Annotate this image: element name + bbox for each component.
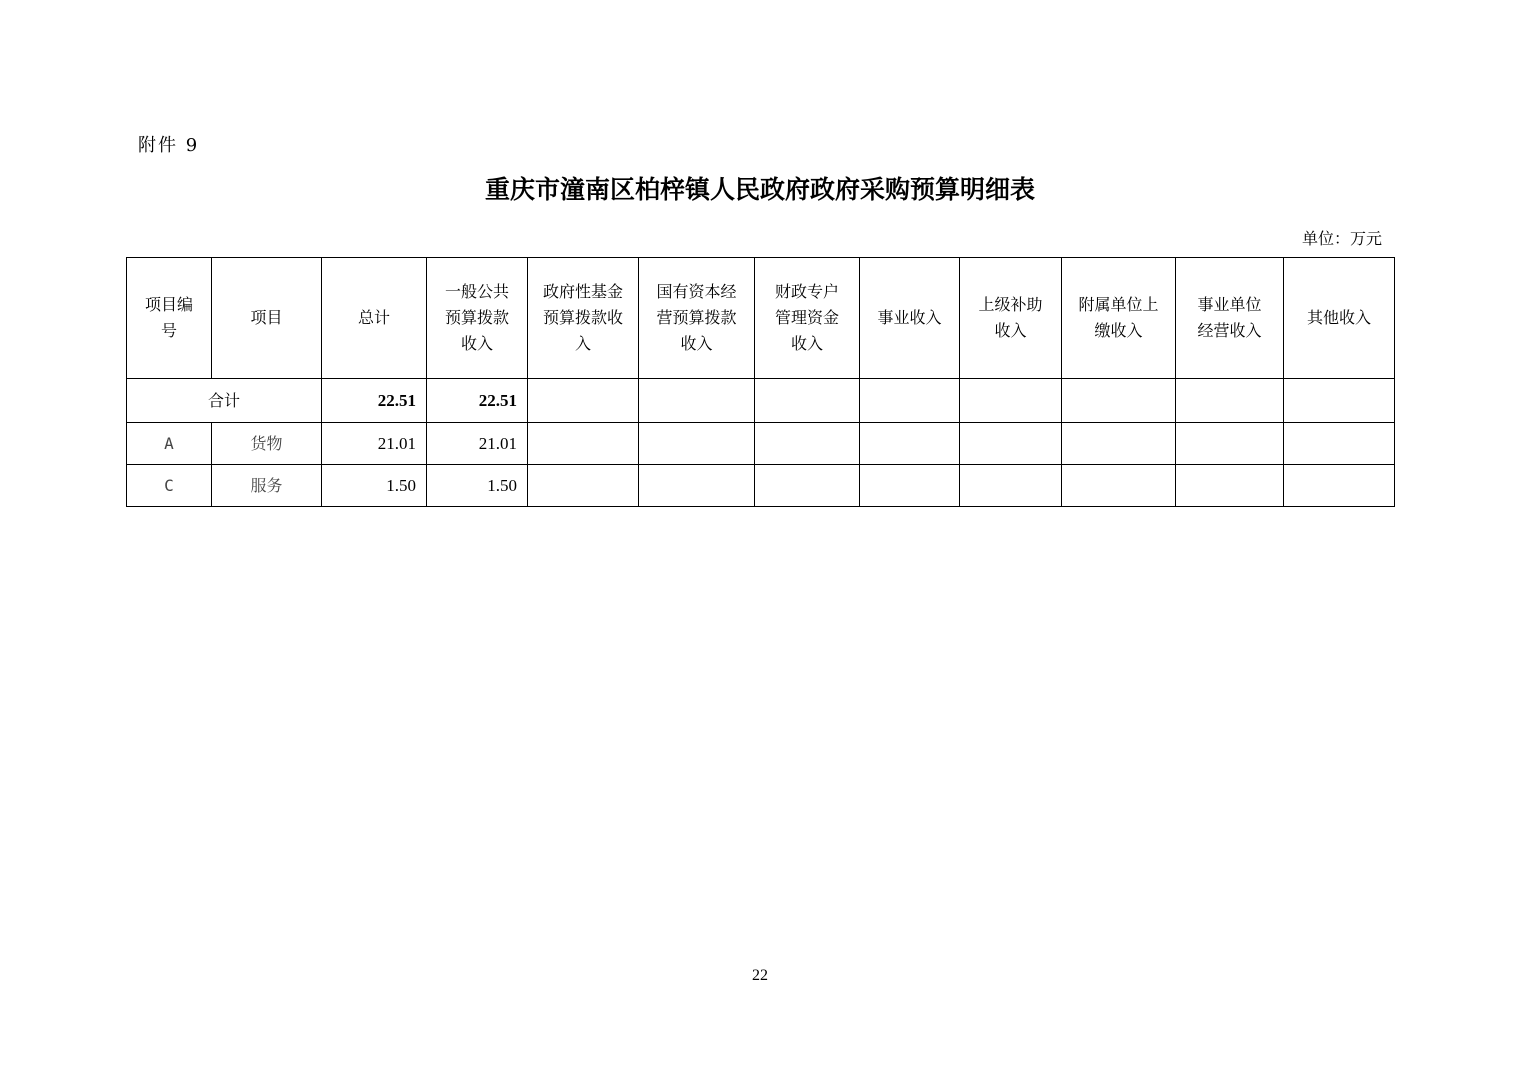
attachment-label: 附件 9: [138, 135, 200, 156]
header-project-code: 项目编号: [127, 258, 212, 379]
row-cell-empty: [1062, 423, 1176, 465]
header-general-budget: 一般公共预算拨款收入: [427, 258, 528, 379]
row-cell-empty: [960, 465, 1062, 507]
table-header-row: [127, 258, 1395, 379]
row-code: C: [127, 465, 212, 507]
total-cell-empty: [1062, 379, 1176, 423]
total-cell-empty: [639, 379, 755, 423]
row-cell-empty: [528, 465, 639, 507]
row-cell-empty: [1176, 423, 1284, 465]
header-state-capital: 国有资本经营预算拨款收入: [639, 258, 755, 379]
total-cell-empty: [860, 379, 960, 423]
row-cell-empty: [1062, 465, 1176, 507]
row-cell-empty: [755, 423, 860, 465]
row-cell-empty: [960, 423, 1062, 465]
header-business-operation: 事业单位经营收入: [1176, 258, 1284, 379]
row-general-budget: 21.01: [427, 423, 528, 465]
document-title: 重庆市潼南区柏梓镇人民政府政府采购预算明细表: [484, 175, 1035, 204]
header-special-account: 财政专户管理资金收入: [755, 258, 860, 379]
header-total: 总计: [322, 258, 427, 379]
header-other-income: 其他收入: [1284, 258, 1395, 379]
total-cell-empty: [1176, 379, 1284, 423]
total-total: 22.51: [322, 379, 427, 423]
header-business-income: 事业收入: [860, 258, 960, 379]
total-cell-empty: [528, 379, 639, 423]
unit-label: 单位：万元: [1301, 229, 1382, 248]
row-cell-empty: [860, 465, 960, 507]
row-code: A: [127, 423, 212, 465]
table-row: [127, 465, 1395, 507]
row-cell-empty: [639, 465, 755, 507]
header-superior-subsidy: 上级补助收入: [960, 258, 1062, 379]
row-cell-empty: [639, 423, 755, 465]
row-cell-empty: [860, 423, 960, 465]
table-row: [127, 423, 1395, 465]
row-name: 货物: [212, 423, 322, 465]
row-total: 1.50: [322, 465, 427, 507]
table-total-row: [127, 379, 1395, 423]
header-project: 项目: [212, 258, 322, 379]
row-name: 服务: [212, 465, 322, 507]
header-government-fund: 政府性基金预算拨款收入: [528, 258, 639, 379]
total-general-budget: 22.51: [427, 379, 528, 423]
row-total: 21.01: [322, 423, 427, 465]
total-cell-empty: [1284, 379, 1395, 423]
row-cell-empty: [1284, 423, 1395, 465]
header-affiliated-units: 附属单位上缴收入: [1062, 258, 1176, 379]
row-cell-empty: [528, 423, 639, 465]
page-number: 22: [752, 967, 768, 984]
total-label: 合计: [127, 379, 322, 423]
row-cell-empty: [1284, 465, 1395, 507]
row-cell-empty: [755, 465, 860, 507]
row-general-budget: 1.50: [427, 465, 528, 507]
row-cell-empty: [1176, 465, 1284, 507]
procurement-budget-table: [126, 257, 1395, 507]
total-cell-empty: [755, 379, 860, 423]
total-cell-empty: [960, 379, 1062, 423]
